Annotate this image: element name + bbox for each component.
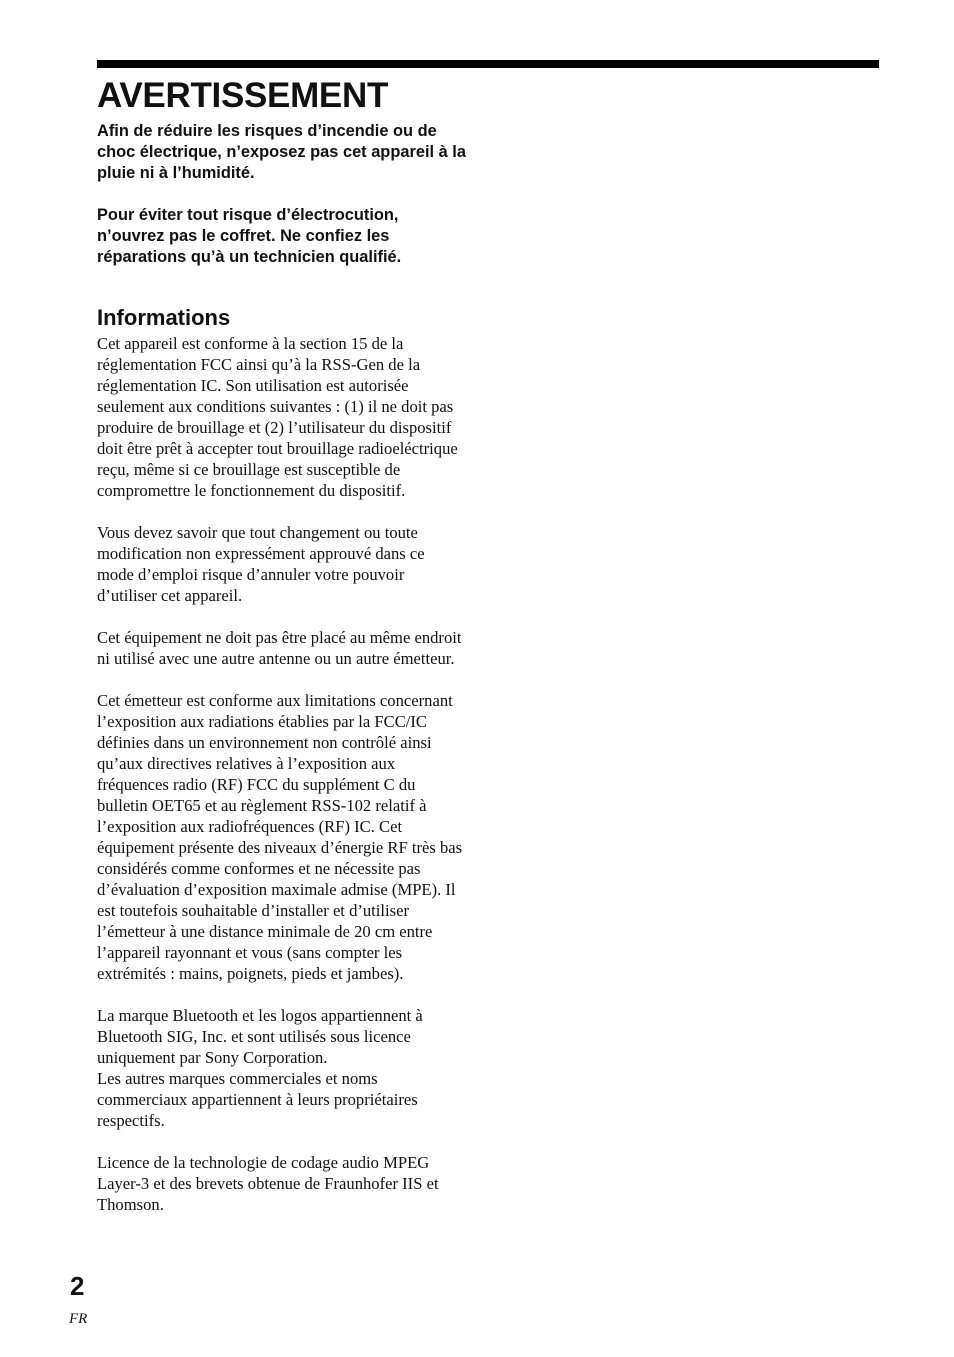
informations-body xyxy=(97,333,465,1236)
paragraph-other-trademarks: Les autres marques commerciales et noms commerciaux appartiennent à leurs propriétaires respectifs. xyxy=(97,1069,418,1130)
warning-electrocution: Pour éviter tout risque d’électrocution, n’ouvrez pas le coffret. Ne confiez les réparations qu’à un technicien qualifié. xyxy=(97,206,402,266)
page-number: 2 xyxy=(70,1271,85,1301)
page-title: AVERTISSEMENT xyxy=(97,76,389,115)
paragraph-mpeg-license: Licence de la technologie de codage audio MPEG Layer-3 et des brevets obtenue de Fraunhofer IIS et Thomson. xyxy=(97,1153,439,1214)
paragraph-fcc-compliance: Cet appareil est conforme à la section 15 de la réglementation FCC ainsi qu’à la RSS-Gen de la réglementation IC. Son utilisation est autorisée seulement aux conditions suivantes : (1) il ne doit pas produire de brouillage et (2) l’utilisateur du dispositif doit être prêt à accepter tout brouillage radioeléctrique reçu, même si ce brouillage est susceptible de compromettre le fonctionnement du dispositif. xyxy=(97,334,458,500)
paragraph-rf-exposure: Cet émetteur est conforme aux limitations concernant l’exposition aux radiations établies par la FCC/IC définies dans un environnement non contrôlé ainsi qu’aux directives relatives à l’exposition aux fréquences radio (RF) FCC du supplément C du bulletin OET65 et au règlement RSS-102 relatif à l’exposition aux radiofréquences (RF) IC. Cet équipement présente des niveaux d’énergie RF très bas considérés comme conformes et ne nécessite pas d’évaluation d’exposition maximale admise (MPE). Il est toutefois souhaitable d’installer et d’utiliser l’émetteur à une distance minimale de 20 cm entre l’appareil rayonnant et vous (sans compter les extrémités : mains, poignets, pieds et jambes). xyxy=(97,691,463,983)
paragraph-bluetooth-trademark: La marque Bluetooth et les logos appartiennent à Bluetooth SIG, Inc. et sont utilisés sous licence uniquement par Sony Corporation. xyxy=(97,1006,423,1067)
language-code: FR xyxy=(69,1311,88,1327)
section-heading-informations: Informations xyxy=(97,305,231,330)
warning-fire-shock: Afin de réduire les risques d’incendie ou de choc électrique, n’exposez pas cet appareil à la pluie ni à l’humidité. xyxy=(97,122,466,182)
paragraph-antenna-colocation: Cet équipement ne doit pas être placé au même endroit ni utilisé avec une autre antenne ou un autre émetteur. xyxy=(97,628,462,668)
paragraph-modification-warning: Vous devez savoir que tout changement ou toute modification non expressément approuvé dans ce mode d’emploi risque d’annuler votre pouvoir d’utiliser cet appareil. xyxy=(97,523,425,605)
top-rule xyxy=(97,60,879,68)
